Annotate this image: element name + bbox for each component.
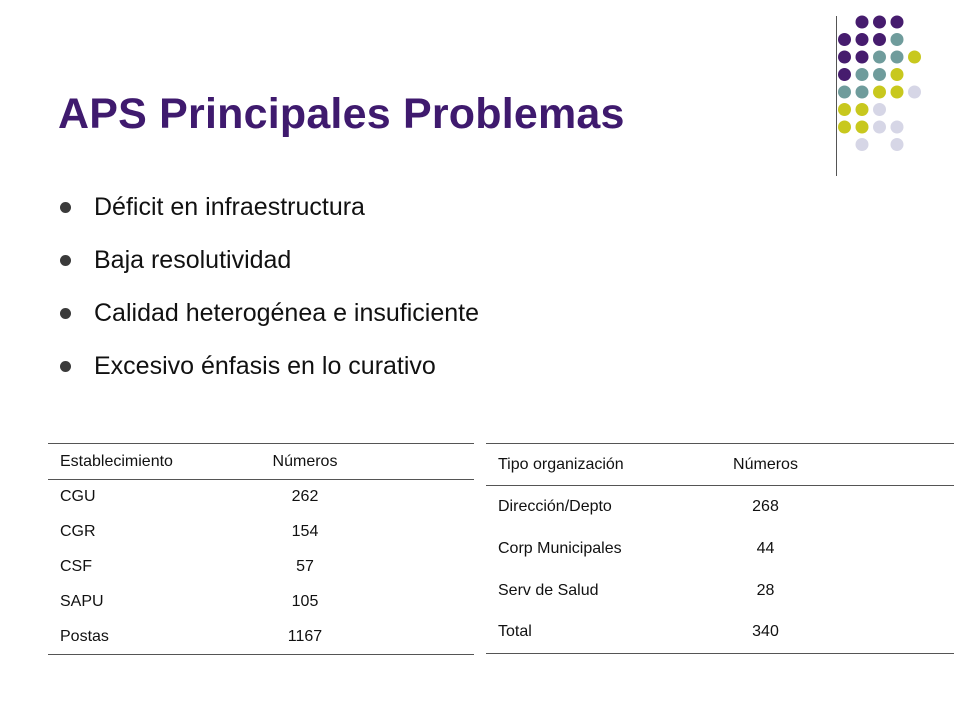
bullet-item: [60, 347, 479, 400]
column-header-numeros: Números: [272, 452, 338, 470]
decoration-dot: [856, 16, 869, 29]
table-row: [48, 480, 474, 515]
table-header-row: [486, 444, 954, 486]
column-header-numeros: Números: [733, 455, 798, 473]
bullet-text: Excesivo énfasis en lo curativo: [94, 352, 436, 380]
bullet-dot-icon: [60, 202, 71, 213]
table-cell: Serv de Salud: [498, 581, 599, 599]
table-cell: 154: [291, 523, 319, 540]
table-row: [48, 550, 474, 585]
decoration-dot: [856, 51, 869, 64]
decoration-dot: [873, 103, 886, 116]
table-row: [48, 585, 474, 620]
bullet-item: [60, 294, 479, 347]
bullet-item: [60, 241, 479, 294]
table-cell: 44: [756, 539, 775, 557]
table-cell: 268: [752, 497, 779, 515]
vertical-divider-line: [836, 16, 837, 176]
decoration-dot: [856, 86, 869, 99]
bullet-list: [60, 188, 479, 400]
bullet-text: Baja resolutividad: [94, 246, 292, 274]
decoration-dot: [873, 33, 886, 46]
decoration-dot: [856, 138, 869, 151]
table-cell: Total: [498, 623, 532, 641]
decoration-dot: [873, 51, 886, 64]
table-cell: Corp Municipales: [498, 539, 622, 557]
decoration-dot: [838, 103, 851, 116]
table-row: [486, 612, 954, 654]
decoration-dot: [856, 33, 869, 46]
decoration-dot: [856, 121, 869, 134]
bullet-dot-icon: [60, 361, 71, 372]
decoration-dot: [873, 16, 886, 29]
decoration-dot: [838, 33, 851, 46]
table-cell: Dirección/Depto: [498, 497, 612, 515]
column-header-tipo-organizacion: Tipo organización: [498, 455, 624, 473]
decoration-dot: [873, 86, 886, 99]
table-row: [48, 620, 474, 655]
decoration-dot: [838, 68, 851, 81]
table-row: [48, 515, 474, 550]
decoration-dot: [891, 121, 904, 134]
table-cell: 340: [752, 623, 779, 641]
bullet-item: [60, 188, 479, 241]
establecimiento-table: [48, 443, 474, 655]
tipo-organizacion-table: [486, 443, 954, 654]
bullet-text: Calidad heterogénea e insuficiente: [94, 299, 479, 327]
table-row: [486, 570, 954, 612]
table-cell: 57: [296, 558, 314, 575]
decoration-dot: [873, 68, 886, 81]
decoration-dot: [856, 103, 869, 116]
bullet-dot-icon: [60, 255, 71, 266]
decoration-dot: [891, 16, 904, 29]
table-cell: 105: [291, 593, 319, 610]
column-header-establecimiento: Establecimiento: [60, 452, 173, 470]
dot-grid-group: [838, 16, 921, 152]
table-header-row: [48, 444, 474, 480]
decoration-dot: [908, 86, 921, 99]
decoration-dot: [891, 51, 904, 64]
decoration-dot: [908, 51, 921, 64]
bullet-dot-icon: [60, 308, 71, 319]
decoration-dot: [838, 51, 851, 64]
table-row: [486, 528, 954, 570]
decoration-dot: [891, 86, 904, 99]
table-cell: Postas: [60, 627, 109, 645]
decoration-dot: [891, 33, 904, 46]
decoration-dot: [838, 86, 851, 99]
decoration-dot: [838, 121, 851, 134]
decoration-dot: [856, 68, 869, 81]
table-cell: SAPU: [60, 593, 104, 610]
table-cell: 28: [756, 581, 775, 599]
bullet-text: Déficit en infraestructura: [94, 193, 365, 221]
decoration-dot: [891, 68, 904, 81]
table-cell: 262: [291, 488, 319, 506]
decoration-dot: [873, 121, 886, 134]
table-row: [486, 486, 954, 528]
table-cell: CGU: [60, 488, 96, 506]
table-cell: 1167: [287, 627, 323, 645]
table-cell: CSF: [60, 558, 92, 575]
decoration-dot: [891, 138, 904, 151]
table-cell: CGR: [60, 523, 96, 540]
slide-title: APS Principales Problemas: [58, 90, 625, 138]
